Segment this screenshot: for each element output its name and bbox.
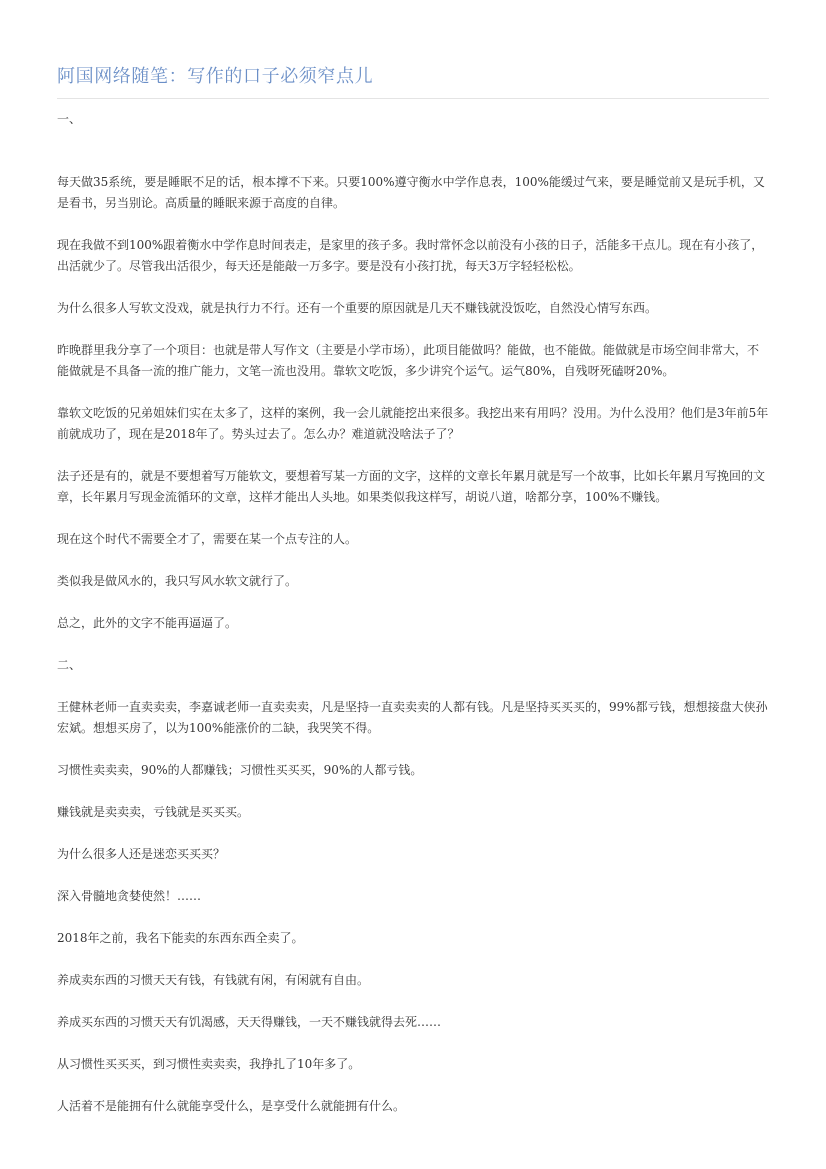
paragraph: 类似我是做风水的，我只写风水软文就行了。: [57, 574, 298, 588]
paragraph: 昨晚群里我分享了一个项目：也就是带人写作文（主要是小学市场），此项目能做吗？能做，也不能做。能做就是市场空间非常大，不能做就是不具备一流的推广能力，文笔一流也没用。靠软文吃饭，多少讲究个运气。运气80%，自残呀死磕呀20%。: [57, 343, 760, 378]
document-page: [57, 0, 769, 1117]
paragraph: 养成买东西的习惯天天有饥渴感，天天得赚钱，一天不赚钱就得去死……: [57, 1015, 442, 1029]
article-body: [57, 99, 769, 1117]
paragraph: 现在我做不到100%跟着衡水中学作息时间表走，是家里的孩子多。我时常怀念以前没有小孩的日子，活能多干点儿。现在有小孩了，出活就少了。尽管我出活很少，每天还是能敲一万多字。要是没有小孩打扰，每天3万字轻轻松松。: [57, 238, 764, 273]
paragraph: 王健林老师一直卖卖卖，李嘉诚老师一直卖卖卖，凡是坚持一直卖卖卖的人都有钱。凡是坚持买买买的，99%都亏钱，想想接盘大侠孙宏斌。想想买房了，以为100%能涨价的二缺，我哭笑不得。: [57, 700, 768, 735]
paragraph: 现在这个时代不需要全才了，需要在某一个点专注的人。: [57, 532, 358, 546]
paragraph: 从习惯性买买买，到习惯性卖卖卖，我挣扎了10年多了。: [57, 1057, 361, 1071]
page-title: 阿国网络随笔：写作的口子必须窄点儿: [57, 66, 374, 87]
paragraph: 靠软文吃饭的兄弟姐妹们实在太多了，这样的案例，我一会儿就能挖出来很多。我挖出来有用吗？没用。为什么没用？他们是3年前5年前就成功了，现在是2018年了。势头过去了。怎么办？难道就没啥法子了？: [57, 406, 769, 441]
paragraph: 养成卖东西的习惯天天有钱，有钱就有闲，有闲就有自由。: [57, 973, 370, 987]
paragraph: 赚钱就是卖卖卖，亏钱就是买买买。: [57, 805, 250, 819]
paragraph: 总之，此外的文字不能再逼逼了。: [57, 616, 238, 630]
section-heading-2: 二、: [57, 658, 82, 672]
paragraph: 为什么很多人写软文没戏，就是执行力不行。还有一个重要的原因就是几天不赚钱就没饭吃，自然没心情写东西。: [57, 301, 658, 315]
section-heading-1: 一、: [57, 112, 82, 126]
paragraph: 为什么很多人还是迷恋买买买？: [57, 847, 226, 861]
paragraph: 人活着不是能拥有什么就能享受什么，是享受什么就能拥有什么。: [57, 1099, 406, 1113]
paragraph: 深入骨髓地贪婪使然！……: [57, 889, 202, 903]
paragraph: 2018年之前，我名下能卖的东西东西全卖了。: [57, 931, 304, 945]
paragraph: 法子还是有的，就是不要想着写万能软文，要想着写某一方面的文字，这样的文章长年累月就是写一个故事，比如长年累月写挽回的文章，长年累月写现金流循环的文章，这样才能出人头地。如果类似我这样写，胡说八道，啥都分享，100%不赚钱。: [57, 469, 766, 504]
paragraph: 每天做35系统，要是睡眠不足的话，根本撑不下来。只要100%遵守衡水中学作息表，100%能缓过气来，要是睡觉前又是玩手机，又是看书，另当别论。高质量的睡眠来源于高度的自律。: [57, 175, 765, 210]
paragraph: 习惯性卖卖卖，90%的人都赚钱；习惯性买买买，90%的人都亏钱。: [57, 763, 423, 777]
